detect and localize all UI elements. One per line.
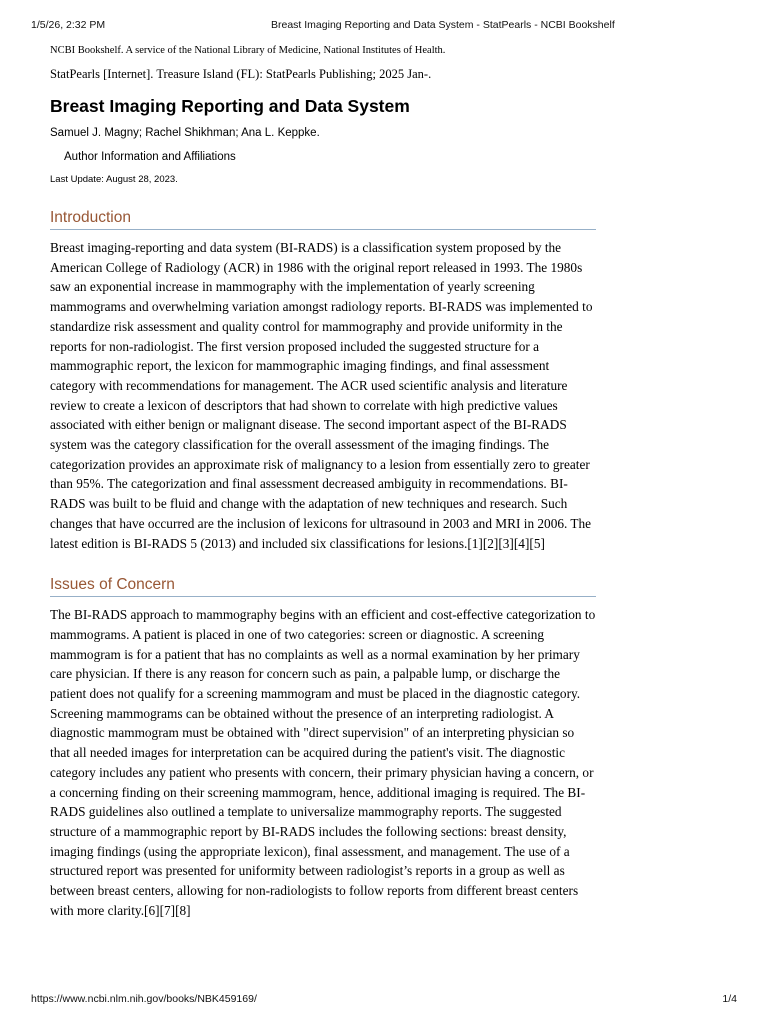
print-page-url: https://www.ncbi.nlm.nih.gov/books/NBK459169/ [31, 993, 257, 1005]
page-title: Breast Imaging Reporting and Data System [50, 96, 410, 116]
print-page-title: Breast Imaging Reporting and Data System - StatPearls - NCBI Bookshelf [271, 19, 615, 31]
print-footer [31, 993, 737, 1007]
publication-line: StatPearls [Internet]. Treasure Island (FL): StatPearls Publishing; 2025 Jan-. [50, 67, 432, 81]
citation-link[interactable]: [3] [498, 535, 514, 551]
citation-link[interactable]: [7] [159, 902, 176, 918]
bookshelf-notice: NCBI Bookshelf. A service of the National Library of Medicine, National Institutes of Health. [50, 45, 446, 56]
citation-link[interactable]: [4] [513, 535, 530, 551]
author-list: Samuel J. Magny; Rachel Shikhman; Ana L. Keppke. [50, 127, 320, 139]
author-affiliations-link[interactable]: Author Information and Affiliations [64, 151, 236, 163]
print-datetime: 1/5/26, 2:32 PM [31, 19, 106, 31]
issues-of-concern-text: The BI-RADS approach to mammography begins with an efficient and cost-effective categorization to mammograms. A patient is placed in one of two categories: screen or diagnostic. A screening mammogram is for a patient that has no complaints as well as a normal examination by her primary care physician. If there is any reason for concern such as pain, a palpable lump, or discharge the patient does not qualify for a screening mammogram and must be placed in the diagnostic category. Screening mammograms can be obtained without the presence of an interpreting radiologist. A diagnostic mammogram must be obtained with "direct supervision" of an interpreting physician so that all needed images for interpretation can be acquired during the patient's visit. The diagnostic category includes any patient who presents with concern, their primary physician having a concern, or a concerning finding on their screening mammogram, hence, additional imaging is required. The BI-RADS guidelines also outlined a template to universalize mammography reports. The suggested structure of a mammographic report by BI-RADS includes the following sections: breast density, imaging findings (using the appropriate lexicon), final assessment, and management. The use of a structured report was presented for uniformity between radiologist’s reports in a group as well as between breast centers, allowing for non-radiologists to follow reports from different breast centers with more clarity. [50, 607, 596, 918]
introduction-text: Breast imaging-reporting and data system (BI-RADS) is a classification system proposed by the American College of Radiology (ACR) in 1986 with the original report released in 1993. The 1980s saw an exponential increase in mammography with the implementation of yearly screening mammograms and overwhelming variation amongst radiology reports. BI-RADS was implemented to standardize risk assessment and quality control for mammography and provide uniformity in the reports for non-radiologist. The first version proposed included the suggested structure for a mammographic report, the lexicon for mammographic imaging findings, and final assessment category with recommendations for management. The ACR used scientific analysis and literature review to create a lexicon of descriptors that had shown to correlate with high predictive values associated with either benign or malignant disease. The second important aspect of the BI-RADS system was the category classification for the overall assessment of the imaging findings. The categorization provides an approximate risk of malignancy to a lesion from essentially zero to greater than 95%. The categorization and final assessment decreased ambiguity in recommendations. BI-RADS was built to be fluid and change with the adaptation of new techniques and research. Such changes that have occurred are the inclusion of lexicons for ultrasound in 2003 and MRI in 2006. The latest edition is BI-RADS 5 (2013) and included six classifications for lesions. [50, 240, 593, 551]
article-content [50, 44, 596, 921]
section-introduction [50, 208, 596, 553]
citation-link[interactable]: [2] [482, 535, 499, 551]
section-issues-of-concern [50, 575, 596, 920]
last-update-date: Last Update: August 28, 2023. [50, 174, 178, 185]
print-page-number: 1/4 [722, 993, 737, 1005]
print-header [31, 19, 737, 33]
issues-of-concern-paragraph [50, 605, 596, 920]
citation-link[interactable]: [1] [467, 535, 483, 551]
citation-link[interactable]: [5] [529, 535, 545, 551]
section-heading-introduction: Introduction [50, 208, 596, 230]
section-heading-issues-of-concern: Issues of Concern [50, 575, 596, 597]
citation-link[interactable]: [8] [175, 902, 191, 918]
introduction-paragraph [50, 238, 596, 553]
citation-link[interactable]: [6] [144, 902, 160, 918]
